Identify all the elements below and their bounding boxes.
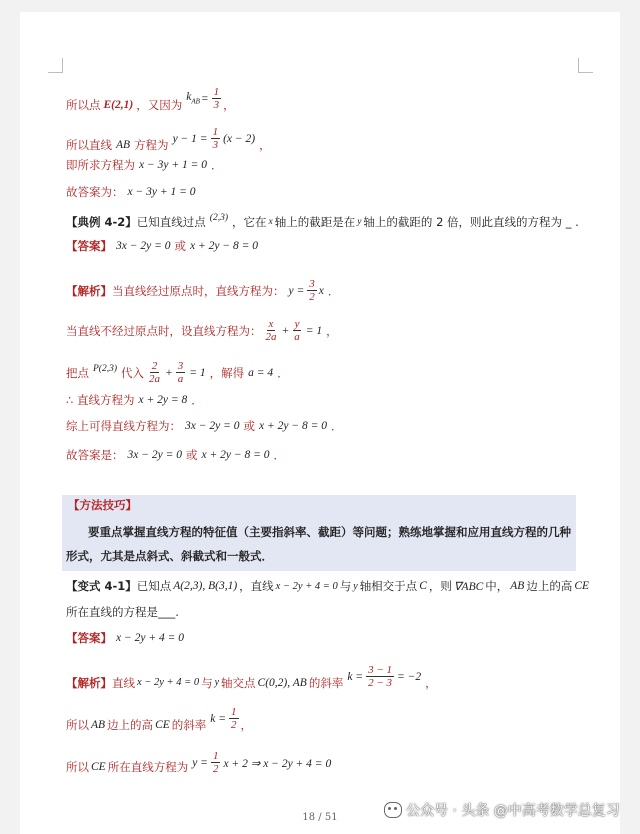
text: ， <box>223 97 235 112</box>
text: 当直线不经过原点时，设直线方程为： <box>66 323 262 338</box>
text: 故答案为： <box>66 185 124 199</box>
plus: + <box>165 366 173 379</box>
fraction: $\frac{1}{2}$ <box>212 750 219 775</box>
segment-ab: AB <box>91 718 106 731</box>
text: ，又因为 <box>136 97 183 112</box>
segment-ce: CE <box>155 718 170 731</box>
text: 即所求方程为 <box>66 158 135 172</box>
text: 或 <box>185 448 198 462</box>
text: ，解得 <box>209 365 245 380</box>
equation-part: (x − 2) <box>223 132 256 145</box>
equals: = <box>200 92 209 105</box>
variant-4-1-question-cont <box>66 604 179 620</box>
text: ． <box>211 158 223 172</box>
variant-4-1-question <box>66 578 591 594</box>
variant-analysis-line-1 <box>66 664 437 695</box>
var-y: y <box>214 677 220 688</box>
analysis-line-3 <box>66 360 289 385</box>
text: ∴ 直线方程为 <box>66 393 135 407</box>
equation: x − 2y + 4 = 0 <box>116 632 184 644</box>
watermark <box>384 800 620 820</box>
text: ． <box>327 283 340 298</box>
text: 的斜率 <box>308 675 344 690</box>
segment-ce: CE <box>574 580 590 592</box>
text: 的斜率 <box>171 717 207 732</box>
equation-part: = 1 <box>305 324 323 337</box>
segment-ab: AB <box>510 580 525 592</box>
page-number: 18 / 51 <box>302 812 338 823</box>
text: 轴上的截距是在 <box>274 215 356 229</box>
text: ，则 <box>428 579 452 593</box>
equation: a = 4 <box>248 366 274 379</box>
equation: 3x − 2y = 0 <box>127 449 182 461</box>
fraction: $\frac{1}{3}$ <box>213 86 220 111</box>
equation: x + 2y = 8 <box>138 394 188 406</box>
analysis-line-5 <box>66 418 342 434</box>
point-e: E(2,1) <box>103 98 134 111</box>
fraction: $\frac{2}{2a}$ <box>149 360 161 385</box>
text: 轴交点 <box>221 675 256 690</box>
text: 所在直线方程为 <box>107 759 189 774</box>
text: 中， <box>485 579 509 593</box>
fraction: $\frac{1}{3}$ <box>212 126 219 151</box>
equation: x + 2y − 8 = 0 <box>189 240 258 252</box>
fraction: $\frac{3 - 1}{2 - 3}$ <box>368 664 393 689</box>
text: 直线 <box>112 675 135 690</box>
text: 已知直线过点 <box>136 215 206 229</box>
line-point-e <box>66 86 235 117</box>
text: 当直线经过原点时，直线方程为： <box>112 283 285 298</box>
text: ， <box>425 675 437 690</box>
analysis-line-6 <box>66 447 285 463</box>
fraction: $\frac{x}{2a}$ <box>265 318 277 343</box>
text: ， <box>240 717 253 732</box>
points: A(2,3), B(3,1) <box>173 580 238 592</box>
text: 方程为 <box>134 137 169 152</box>
point-c: C <box>419 580 427 592</box>
equation-part: y − 1 = <box>172 132 208 145</box>
variant-label: 【变式 4-1】 <box>66 579 137 593</box>
line-equation: x − 2y + 4 = 0 <box>137 677 200 688</box>
text: ，它在 <box>231 215 267 229</box>
text: 所以 <box>66 717 89 732</box>
example-4-2-question <box>66 214 579 230</box>
text: 轴相交于点 <box>359 579 418 593</box>
text: 所以直线 <box>66 137 112 152</box>
crop-mark-top-left <box>48 58 63 73</box>
equation: x − 3y + 1 = 0 <box>127 186 196 198</box>
text: ． <box>330 419 343 433</box>
fraction: $\frac{y}{a}$ <box>294 318 300 343</box>
method-tips-title: 【方法技巧】 <box>68 498 137 512</box>
wechat-icon <box>384 802 402 818</box>
method-tips-text: 要重点掌握直线方程的特征值（主要指斜率、截距）等问题；熟练地掌握和应用直线方程的几种形式，尤其是点斜式、斜截式和一般式． <box>66 525 571 563</box>
text: ． <box>273 448 285 462</box>
slope-k: k = <box>210 712 227 725</box>
analysis-line-1 <box>66 278 339 303</box>
crop-mark-top-right <box>578 58 593 73</box>
text: 所在直线的方程是___. <box>66 605 179 619</box>
fraction: $\frac{3}{a}$ <box>177 360 184 385</box>
variant-analysis-line-3 <box>66 750 335 779</box>
example-4-2-answer <box>66 238 262 254</box>
text: 把点 <box>66 365 89 380</box>
equation: x + 2y − 8 = 0 <box>258 420 327 432</box>
point-p: P(2,3) <box>93 363 118 374</box>
var-y: y <box>357 217 362 227</box>
point: (2,3) <box>209 213 228 223</box>
text: 与 <box>339 579 352 593</box>
var-y: y <box>353 580 358 592</box>
text: 所以点 <box>66 97 101 112</box>
answer-label: 【答案】 <box>66 239 112 253</box>
equation: x − 3y + 1 = 0 <box>139 159 207 171</box>
text: ， <box>259 137 271 152</box>
line-equation: x − 2y + 4 = 0 <box>275 580 338 592</box>
text: 与 <box>201 675 213 690</box>
equation: 3x − 2y = 0 <box>185 420 240 432</box>
answer-label: 【答案】 <box>66 631 112 645</box>
text: 综上可得直线方程为： <box>66 419 181 433</box>
text: 故答案是： <box>66 448 124 462</box>
analysis-line-2 <box>66 318 338 343</box>
analysis-label: 【解析】 <box>66 675 112 690</box>
equation-part: y = <box>288 284 305 297</box>
text: ． <box>191 393 203 407</box>
equation: x + 2y − 8 = 0 <box>201 449 270 461</box>
equation-part: = −2 <box>397 670 422 683</box>
variant-4-1-answer <box>66 630 188 646</box>
text: 或 <box>243 419 255 433</box>
text: 边上的高 <box>107 717 154 732</box>
text: 所以 <box>66 759 89 774</box>
text: 或 <box>174 239 186 253</box>
text: 边上的高 <box>526 579 573 593</box>
segment-ce: CE <box>91 760 106 773</box>
method-tips-body <box>66 520 572 568</box>
text: ， <box>326 323 338 338</box>
segment-ab: AB <box>116 138 131 151</box>
analysis-line-4 <box>66 392 203 408</box>
equation-part: = 1 <box>189 366 206 379</box>
text: 已知点 <box>136 579 172 593</box>
var-x: x <box>318 284 324 297</box>
line-ab-equation <box>66 126 271 157</box>
variant-analysis-line-2 <box>66 706 253 737</box>
slope-k: $k_{AB}$ <box>186 91 200 106</box>
fraction: $\frac{3}{2}$ <box>309 278 315 303</box>
line-result <box>66 157 223 173</box>
line-answer <box>66 184 200 200</box>
slope-k: k = <box>347 670 364 683</box>
analysis-label: 【解析】 <box>66 283 112 298</box>
text: ． <box>277 365 289 380</box>
fraction: $\frac{1}{2}$ <box>231 706 237 731</box>
text: ，直线 <box>239 579 274 593</box>
text: 代入 <box>121 365 145 380</box>
watermark-text: 公众号 · 头条 @中高考数学总复习 <box>406 803 620 819</box>
example-label: 【典例 4-2】 <box>66 215 137 229</box>
var-x: x <box>268 217 273 227</box>
point-c: C(0,2), AB <box>257 676 307 689</box>
text: 轴上的截距的 2 倍，则此直线的方程为 _ . <box>363 215 579 229</box>
equation-part: y = <box>192 756 208 769</box>
plus: + <box>281 324 290 337</box>
equation: 3x − 2y = 0 <box>116 240 171 252</box>
equation-part: x + 2 ⇒ x − 2y + 4 = 0 <box>223 757 332 770</box>
triangle: ∇ABC <box>453 581 484 593</box>
